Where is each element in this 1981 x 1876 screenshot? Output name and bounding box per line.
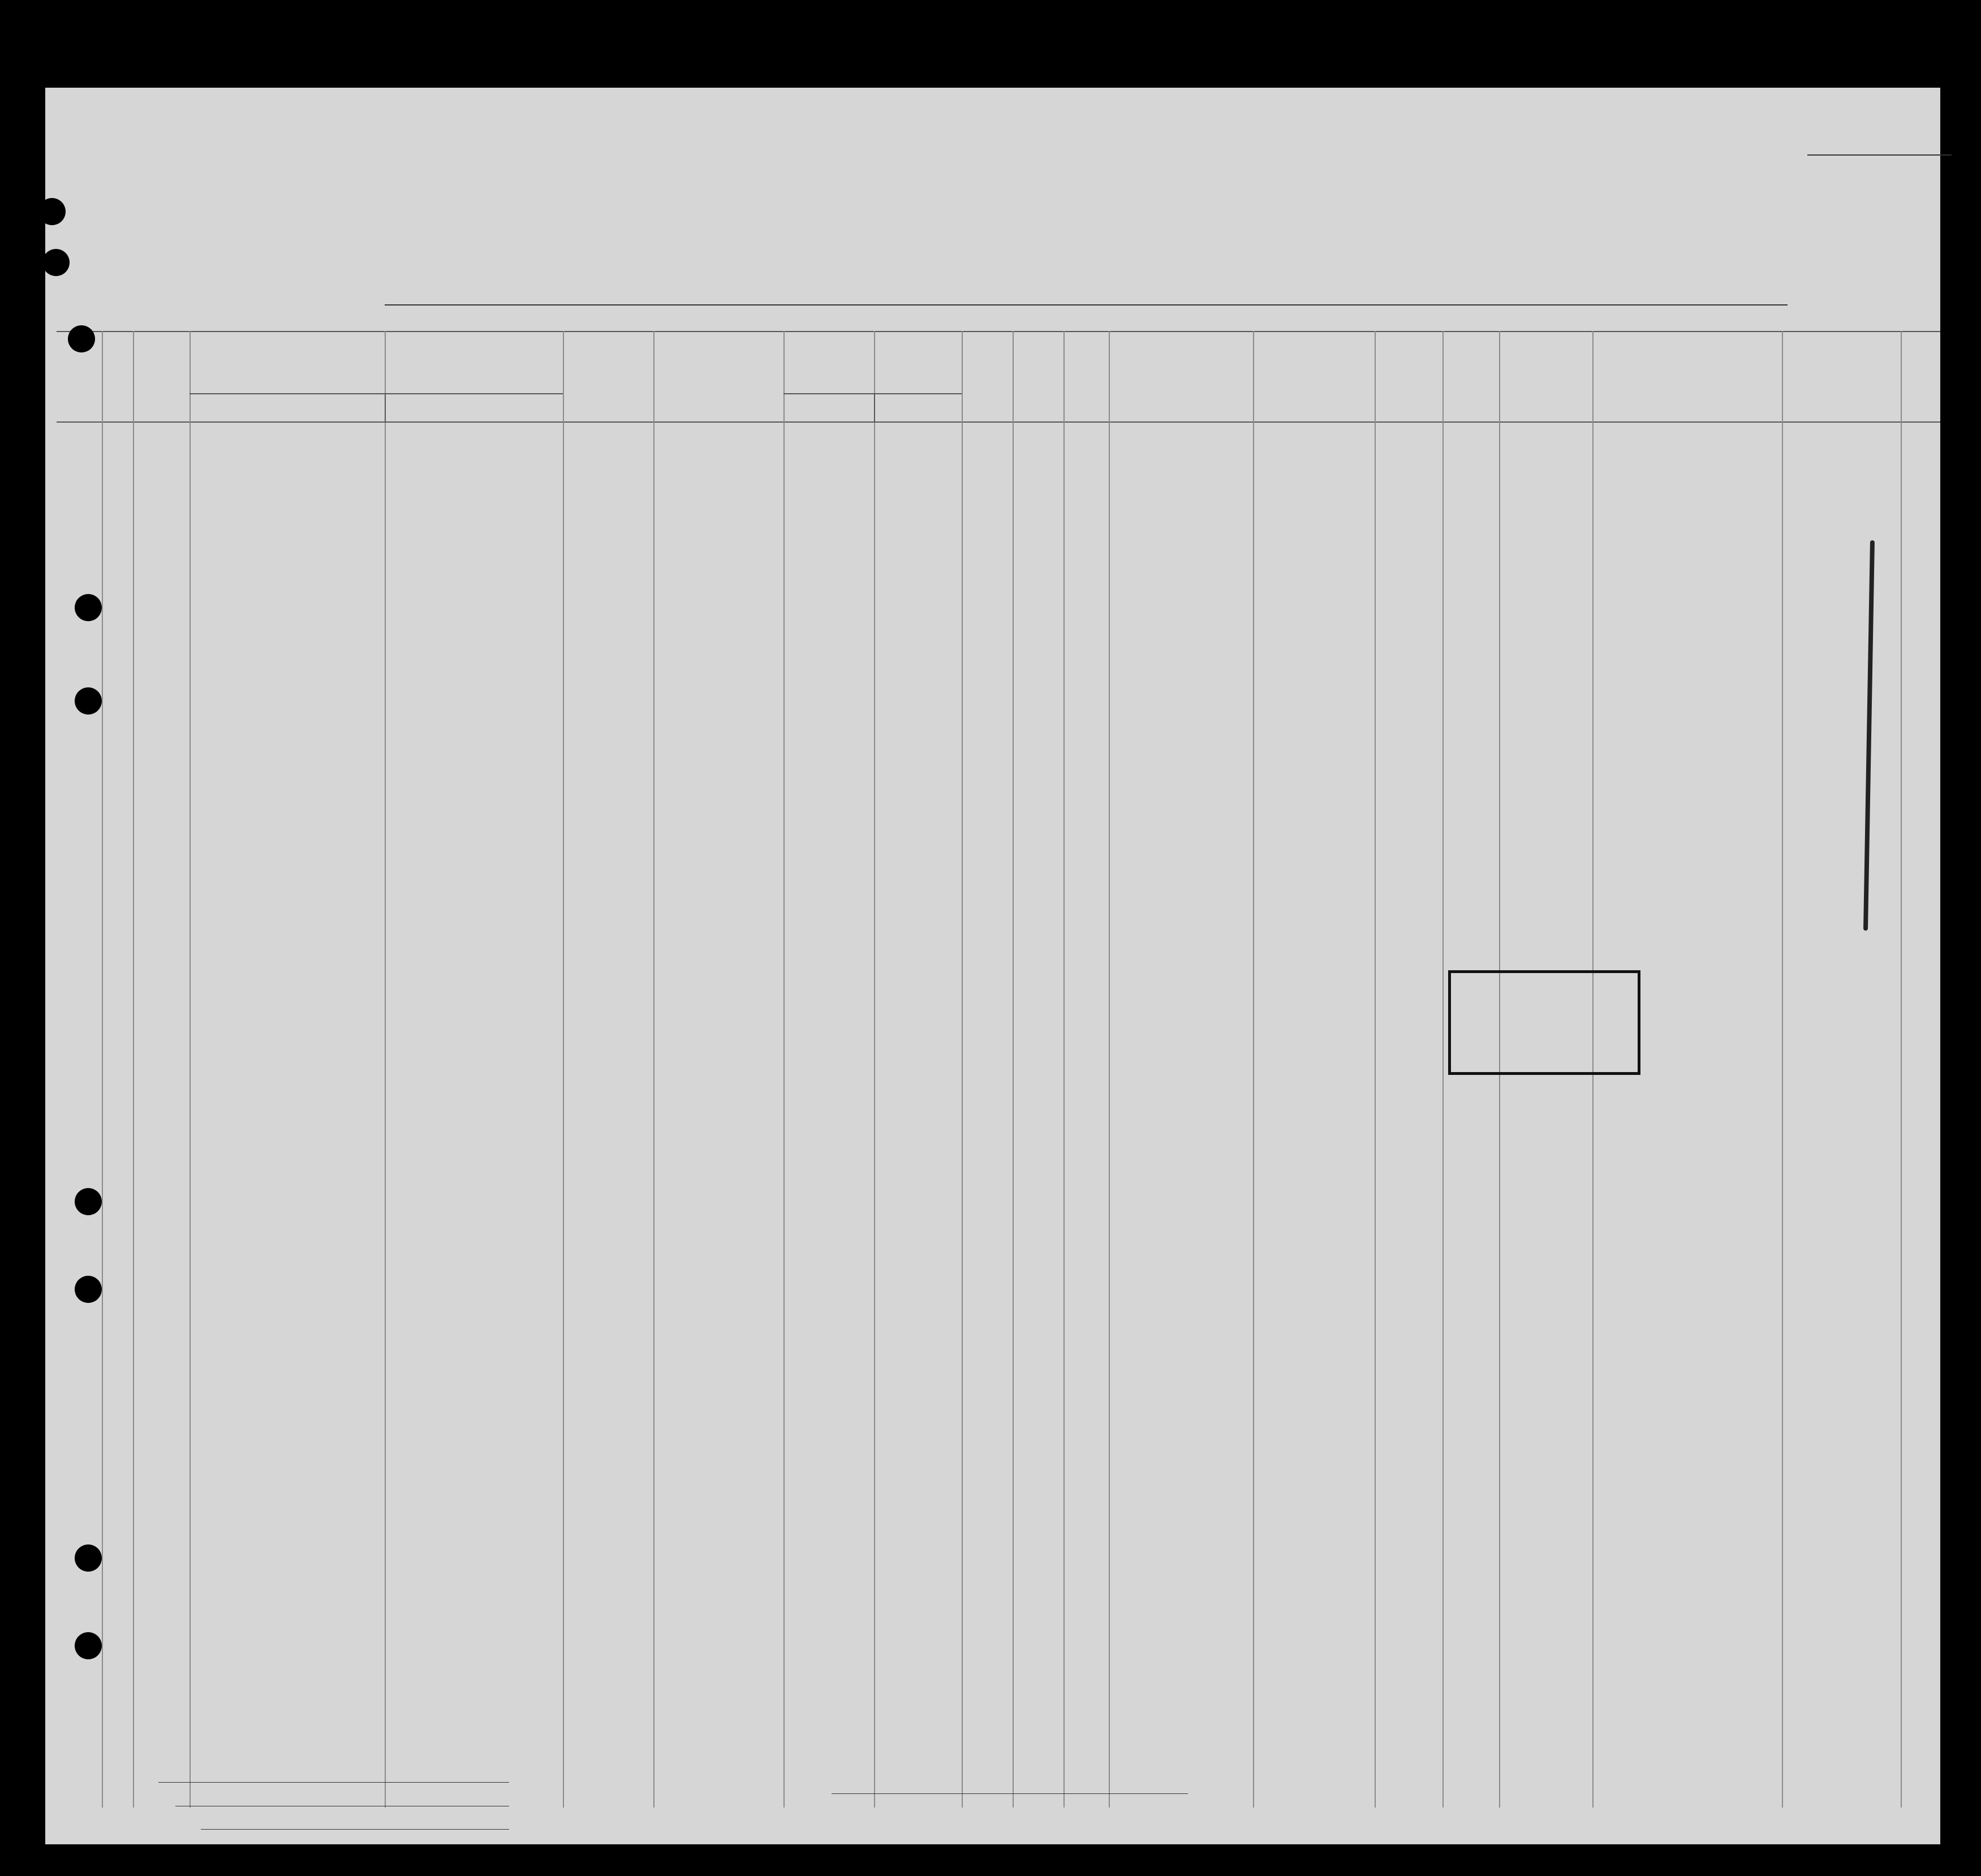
shipped-subheader-rule — [783, 393, 962, 394]
col-divider — [962, 331, 963, 1808]
col-divider — [1375, 331, 1376, 1808]
col-divider — [1901, 331, 1902, 1808]
sheet-number-underline — [1807, 154, 1952, 156]
col-divider — [563, 331, 564, 1808]
voyage-underline — [385, 304, 1788, 306]
punch-hole — [75, 1276, 102, 1303]
col-divider — [102, 331, 103, 1808]
col-divider — [1013, 331, 1014, 1808]
punch-hole — [75, 1544, 102, 1572]
punch-hole — [75, 594, 102, 621]
col-divider — [1442, 331, 1444, 1808]
name-subheader-divider — [385, 393, 386, 423]
col-divider — [190, 331, 191, 1808]
punch-hole — [42, 249, 70, 276]
col-divider — [653, 331, 654, 1808]
name-subheader-rule — [190, 393, 563, 394]
punch-hole — [75, 1188, 102, 1215]
punch-hole — [75, 1632, 102, 1659]
footer-line-rule — [158, 1782, 509, 1783]
col-divider — [1109, 331, 1110, 1808]
punch-hole — [68, 325, 95, 352]
manifest-sheet — [45, 88, 1940, 1844]
punch-hole — [75, 687, 102, 715]
footer-agents-rule — [201, 1829, 509, 1830]
col-divider — [1063, 331, 1065, 1808]
inspector-signature-rule — [832, 1793, 1188, 1794]
inspector-line — [1863, 540, 1875, 931]
mercantile-marine-stamp — [1448, 970, 1640, 1075]
table-top-rule — [57, 331, 1940, 332]
table-header-rule — [57, 421, 1940, 423]
shipped-subheader-divider — [874, 393, 875, 423]
col-divider — [1253, 331, 1254, 1808]
col-divider — [783, 331, 785, 1808]
col-divider — [1782, 331, 1783, 1808]
col-divider — [874, 331, 875, 1808]
punch-hole — [38, 198, 66, 225]
col-divider — [133, 331, 134, 1808]
col-divider — [385, 331, 386, 1808]
